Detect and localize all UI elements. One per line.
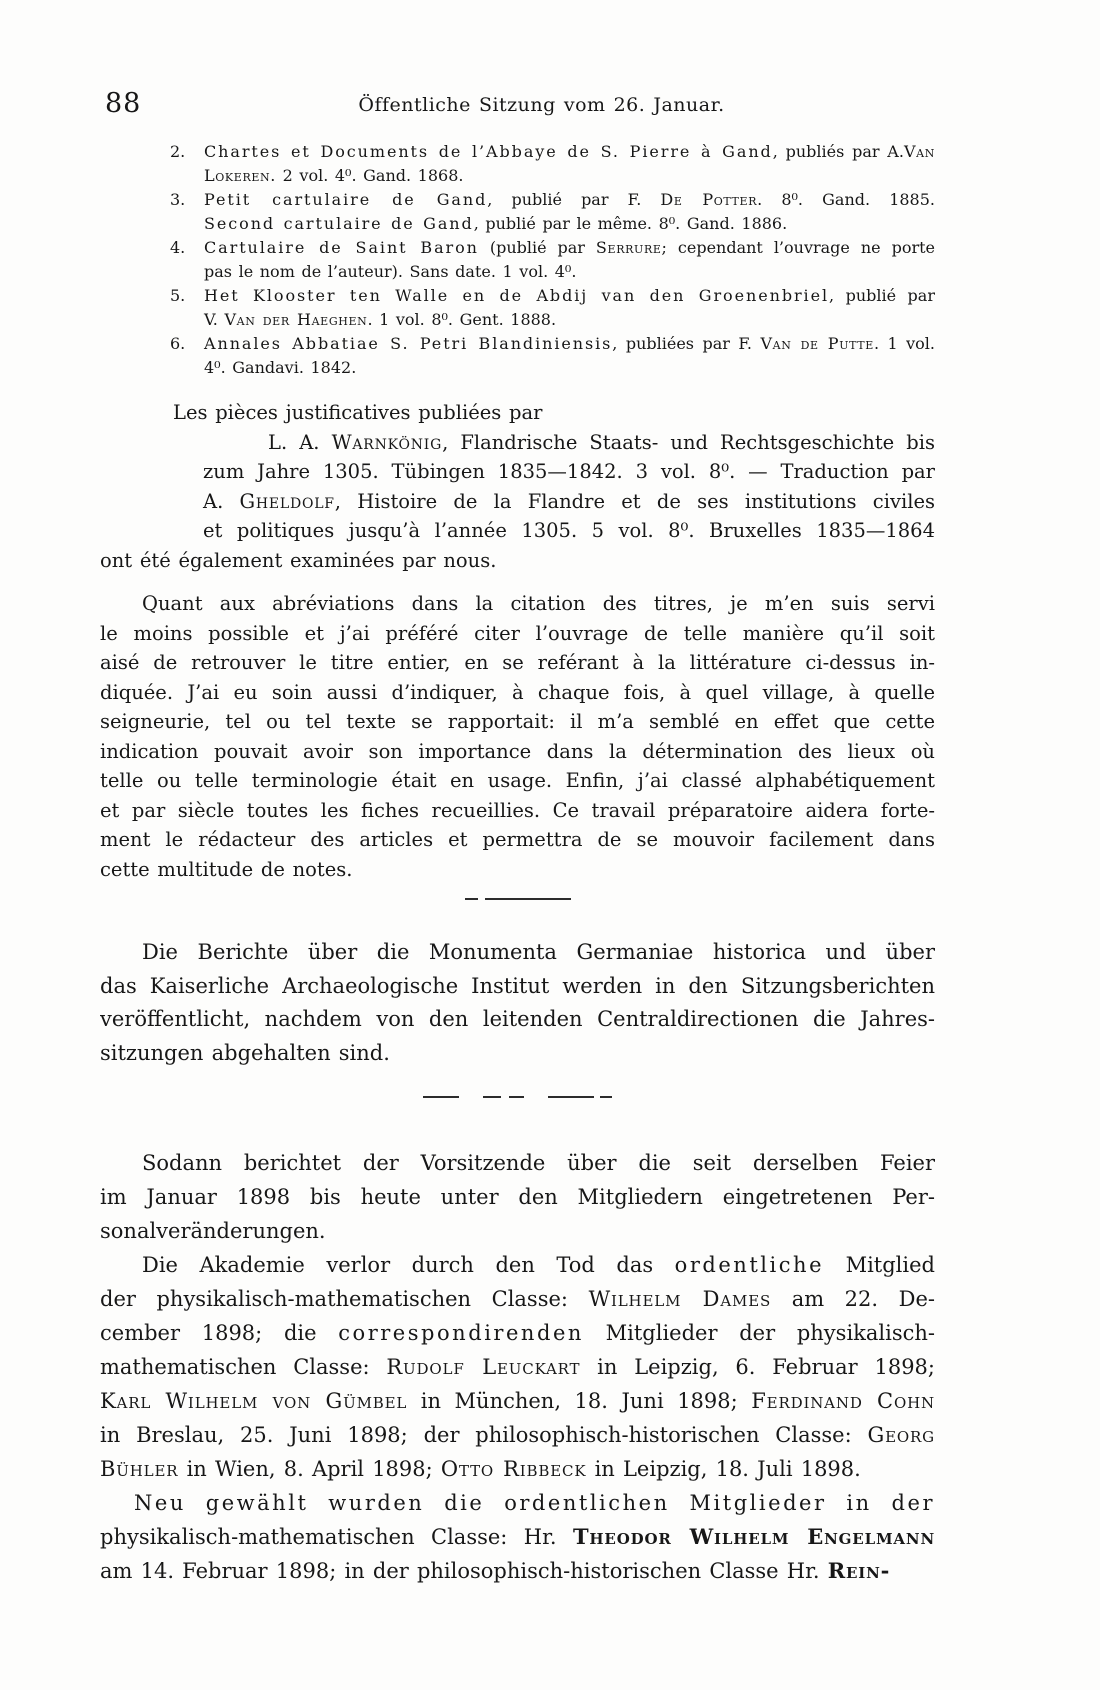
text-segment: le moins possible et j’ai préféré citer l’ouvrage de telle manière qu’il soit [100, 621, 935, 645]
text-line [170, 284, 935, 308]
text-segment: Annales Abbatiae S. Petri Blandiniensis [204, 334, 613, 353]
text-segment: sitzungen abgehalten sind. [100, 1040, 390, 1065]
text-segment: Het Klooster ten Walle en de Abdij van den Groenenbriel [204, 286, 830, 305]
text-segment: De Potter [660, 190, 758, 209]
text-line [170, 188, 935, 212]
text-segment: correspondirenden [338, 1321, 584, 1345]
text-line [100, 855, 935, 885]
text-line [100, 936, 935, 970]
text-line [100, 516, 935, 546]
text-line [170, 308, 935, 332]
text-segment: Van de Putte [760, 334, 874, 353]
text-segment: . 1 vol. 8⁰. Gent. 1888. [367, 310, 557, 329]
text-segment: aisé de retrouver le titre entier, en se reférant à la littérature ci-dessus in- [100, 651, 935, 674]
pieces-justificatives-note [100, 398, 935, 575]
text-segment: am 22. De- [771, 1287, 935, 1311]
text-segment: am 14. Februar 1898; in der philosophisch-historischen Classe Hr. [100, 1559, 828, 1583]
text-segment: seigneurie, tel ou tel texte se rapportait: il m’a semblé en effet que cette [100, 710, 935, 733]
section-divider [100, 1096, 935, 1098]
text-segment: et par siècle toutes les fiches recueillies. Ce travail préparatoire aidera forte- [100, 798, 935, 822]
text-segment: telle ou telle terminologie était en usage. Enfin, j’ai classé alphabétiquement [100, 769, 935, 792]
text-segment: Theodor Wilhelm Engelmann [572, 1524, 935, 1549]
section-divider [100, 898, 935, 900]
text-segment: ordentliche [674, 1253, 825, 1277]
text-segment: in München, 18. Juni 1898; [407, 1389, 752, 1413]
text-line [100, 1350, 935, 1384]
text-segment: zum Jahre 1305. Tübingen 1835—1842. 3 vol. 8⁰. — Traduction par [203, 460, 935, 483]
text-segment: Quant aux abréviations dans la citation des titres, je m’en suis servi [142, 592, 935, 615]
text-segment: (publié par [478, 238, 596, 257]
text-segment: Rein- [827, 1558, 891, 1583]
abbreviations-paragraph [100, 589, 935, 884]
text-line [100, 707, 935, 737]
text-line [100, 1520, 935, 1554]
text-segment: in Leipzig, 18. Juli 1898. [586, 1457, 861, 1481]
text-line [100, 487, 935, 517]
text-line [100, 457, 935, 487]
text-line [100, 766, 935, 796]
text-segment: physikalisch-mathematischen Classe: Hr. [100, 1525, 573, 1549]
text-segment: Bühler [100, 1457, 179, 1481]
text-line [100, 428, 935, 458]
bibliography-list [100, 140, 935, 380]
text-line [100, 1486, 935, 1520]
text-segment: ment le rédacteur des articles et permettra de se mouvoir facilement dans [100, 828, 935, 851]
text-segment: A. [203, 489, 240, 513]
text-segment: Rudolf Leuckart [386, 1355, 581, 1379]
text-line [100, 1146, 935, 1180]
text-segment: , publiées par F. [612, 334, 761, 353]
text-segment: Second cartulaire de Gand [204, 214, 474, 233]
text-segment: . 1 vol. [873, 334, 935, 353]
text-segment: Die Berichte über die Monumenta Germaniae historica und über [142, 940, 935, 964]
text-line [100, 737, 935, 767]
text-line [170, 236, 935, 260]
text-line [100, 546, 935, 576]
text-segment: Les pièces justificatives publiées par [173, 401, 543, 424]
text-segment: , publié par F. [487, 190, 661, 209]
text-segment: 4⁰. Gandavi. 1842. [204, 358, 357, 377]
text-line [100, 398, 935, 428]
text-segment: 2 vol. 4⁰. Gand. 1868. [276, 166, 464, 185]
text-segment: cember 1898; die [100, 1321, 339, 1345]
text-segment: , Flandrische Staats- und Rechtsgeschichte bis [442, 430, 935, 454]
text-segment: Sodann berichtet der Vorsitzende über die seit derselben Feier [142, 1151, 935, 1175]
text-segment: 4. [170, 238, 186, 257]
text-segment: sonalveränderungen. [100, 1219, 326, 1243]
text-line [100, 1003, 935, 1037]
text-segment: L. A. [268, 430, 332, 454]
text-segment: Serrure [595, 238, 662, 257]
text-line [100, 1452, 935, 1486]
text-segment: , publié par [829, 286, 935, 305]
text-segment: Mitglied [824, 1253, 935, 1277]
text-segment: das Kaiserliche Archaeologische Institut werden in den Sitzungsberichten [100, 973, 935, 998]
text-line [170, 332, 935, 356]
text-segment: ; cependant l’ouvrage ne porte [661, 238, 935, 257]
text-line [100, 589, 935, 619]
text-segment: Petit cartulaire de Gand [204, 190, 488, 209]
text-segment: , publiés par A. [772, 142, 904, 161]
text-segment: , publié par le même. 8⁰. Gand. 1886. [473, 214, 788, 233]
text-segment: Mitglieder der physikalisch- [583, 1321, 935, 1345]
text-line [100, 1037, 935, 1071]
text-segment: Warnkönig [331, 430, 443, 454]
text-segment: Wilhelm Dames [588, 1287, 772, 1311]
text-segment: im Januar 1898 bis heute unter den Mitgliedern eingetretenen Per- [100, 1185, 935, 1209]
text-segment: Karl Wilhelm von Gümbel [100, 1389, 408, 1413]
page-header [100, 88, 935, 120]
text-line [100, 619, 935, 649]
text-line [100, 1418, 935, 1452]
text-segment: cette multitude de notes. [100, 857, 353, 881]
running-header: Öffentliche Sitzung vom 26. Januar. [358, 94, 725, 116]
text-segment: Ferdinand Cohn [751, 1389, 935, 1413]
text-segment: Van [903, 142, 935, 161]
text-line [100, 1248, 935, 1282]
text-line [100, 825, 935, 855]
text-segment: pas le nom de l’auteur). Sans date. 1 vol. 4⁰. [204, 262, 577, 281]
text-segment: Van der Haeghen [224, 310, 368, 329]
text-segment: . 8⁰. Gand. 1885. [757, 190, 935, 209]
text-line [100, 1180, 935, 1214]
text-segment: V. [204, 310, 225, 329]
text-line [100, 648, 935, 678]
text-segment: 2. [170, 142, 186, 161]
text-line [100, 1316, 935, 1350]
text-line [170, 164, 935, 188]
text-segment: mathematischen Classe: [100, 1355, 387, 1379]
text-segment: ont été également examinées par nous. [100, 548, 497, 572]
text-line [100, 796, 935, 826]
text-segment: Georg [867, 1423, 935, 1447]
text-segment: indication pouvait avoir son importance dans la détermination des lieux où [100, 739, 935, 763]
text-line [170, 260, 935, 284]
text-segment: Otto Ribbeck [440, 1457, 587, 1481]
text-segment: in Wien, 8. April 1898; [178, 1457, 441, 1481]
text-line [170, 356, 935, 380]
text-segment: 5. [170, 286, 186, 305]
text-segment: Lokeren. [204, 166, 277, 185]
text-line [100, 1214, 935, 1248]
text-segment: der physikalisch-mathematischen Classe: [100, 1287, 589, 1311]
text-segment: 3. [170, 190, 186, 209]
text-segment: Chartes et Documents de l’Abbaye de S. Pierre à Gand [204, 142, 773, 161]
text-line [100, 970, 935, 1004]
text-segment: 6. [170, 334, 186, 353]
text-line [100, 1554, 935, 1588]
text-segment: in Breslau, 25. Juni 1898; der philosophisch-historischen Classe: [100, 1423, 868, 1447]
page-number: 88 [105, 88, 142, 119]
text-segment: Gheldolf [239, 489, 335, 513]
text-segment: diquée. J’ai eu soin aussi d’indiquer, à chaque fois, à quel village, à quelle [100, 680, 935, 704]
text-segment: veröffentlicht, nachdem von den leitenden Centraldirectionen die Jahres- [100, 1007, 935, 1031]
personalia-section [100, 1146, 935, 1588]
text-line [170, 212, 935, 236]
text-segment: et politiques jusqu’à l’année 1305. 5 vol. 8⁰. Bruxelles 1835—1864 [203, 519, 935, 542]
text-segment: Die Akademie verlor durch den Tod das [142, 1253, 675, 1277]
text-line [100, 1384, 935, 1418]
text-line [100, 678, 935, 708]
monumenta-paragraph [100, 936, 935, 1070]
text-segment: Neu gewählt wurden die ordentlichen Mitglieder in der [134, 1491, 935, 1515]
text-line [100, 1282, 935, 1316]
text-line [170, 140, 935, 164]
text-segment: , Histoire de la Flandre et de ses institutions civiles [334, 489, 935, 513]
text-segment: in Leipzig, 6. Februar 1898; [580, 1355, 935, 1379]
text-segment: Cartulaire de Saint Baron [204, 238, 479, 257]
